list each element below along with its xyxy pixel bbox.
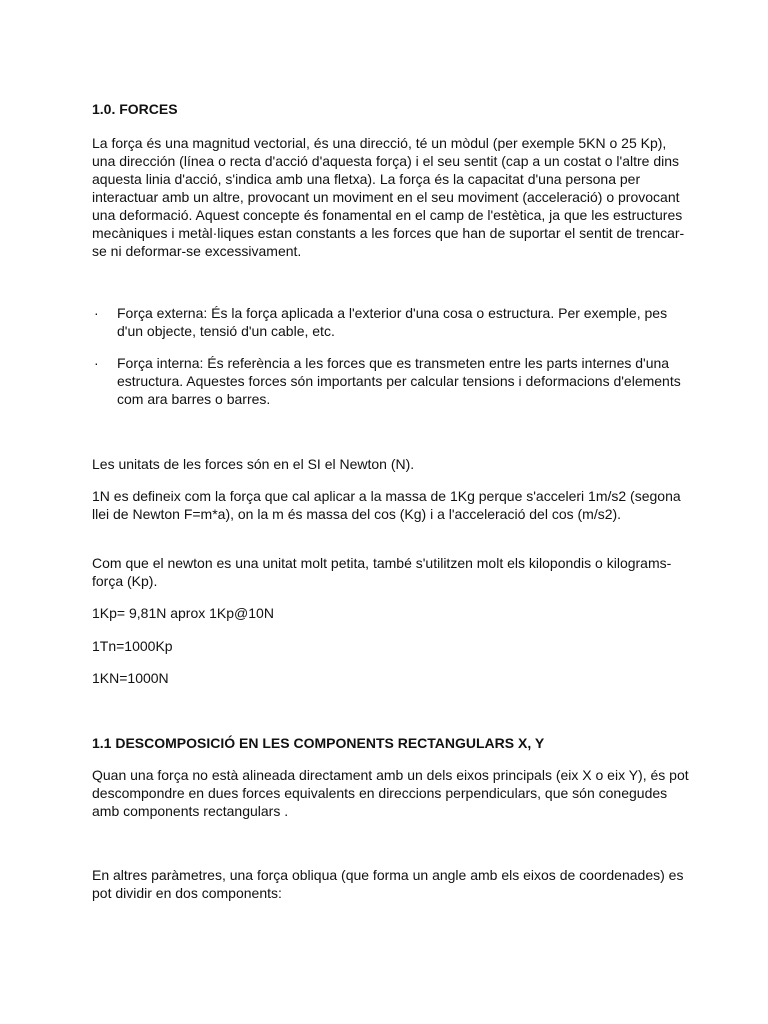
oblique-force-paragraph: En altres paràmetres, una força obliqua (que forma un angle amb els eixos de coordenades) es pot dividir en dos components: <box>92 867 684 901</box>
bullet-text: Força interna: És referència a les forces que es transmeten entre les parts internes d'una estructura. Aquestes forces són importants per calcular tensions i deformacions d'elements com ara barres o barres. <box>117 355 681 407</box>
equation-kp-newton: 1Kp= 9,81N aprox 1Kp@10N <box>92 605 274 621</box>
units-paragraph: Les unitats de les forces són en el SI el Newton (N). <box>92 456 415 472</box>
section-heading-decomposition: 1.1 DESCOMPOSICIÓ EN LES COMPONENTS RECTANGULARS X, Y <box>92 735 545 751</box>
equation-kn-n: 1KN=1000N <box>92 670 169 686</box>
section-heading-forces: 1.0. FORCES <box>92 101 178 117</box>
bullet-item-internal-force <box>92 354 692 408</box>
intro-paragraph: La força és una magnitud vectorial, és una direcció, té un mòdul (per exemple 5KN o 25 Kp), una dirección (línea o recta d'acció d'aquesta força) i el seu sentit (cap a un costat o l'altre dins aquesta linia d'acció, s'indica amb una fletxa). La força és la capacitat d'una persona per interactuar amb un altre, provocant un moviment en el seu moviment (acceleració) o provocant una deformació. Aquest concepte és fonamental en el camp de l'estètica, ja que les estructures mecàniques i metàl·liques estan constants a les forces que han de suportar el sentit de trencar-se ni deformar-se excessivament. <box>92 135 685 259</box>
kilopond-paragraph: Com que el newton es una unitat molt petita, també s'utilitzen molt els kilopondis o kilograms-força (Kp). <box>92 555 672 589</box>
bullet-marker: · <box>94 305 99 321</box>
equation-tn-kp: 1Tn=1000Kp <box>92 638 173 654</box>
bullet-marker: · <box>94 355 99 371</box>
newton-definition-paragraph: 1N es defineix com la força que cal aplicar a la massa de 1Kg perque s'acceleri 1m/s2 (segona llei de Newton F=m*a), on la m és massa del cos (Kg) i a l'acceleració del cos (m/s2). <box>92 488 681 522</box>
decomposition-paragraph: Quan una força no està alineada directament amb un dels eixos principals (eix X o eix Y), és pot descompondre en dues forces equivalents en direccions perpendiculars, que són conegudes amb components rectangulars . <box>92 767 689 819</box>
bullet-text: Força externa: És la força aplicada a l'exterior d'una cosa o estructura. Per exemple, pes d'un objecte, tensió d'un cable, etc. <box>117 305 668 339</box>
bullet-item-external-force <box>92 304 692 340</box>
